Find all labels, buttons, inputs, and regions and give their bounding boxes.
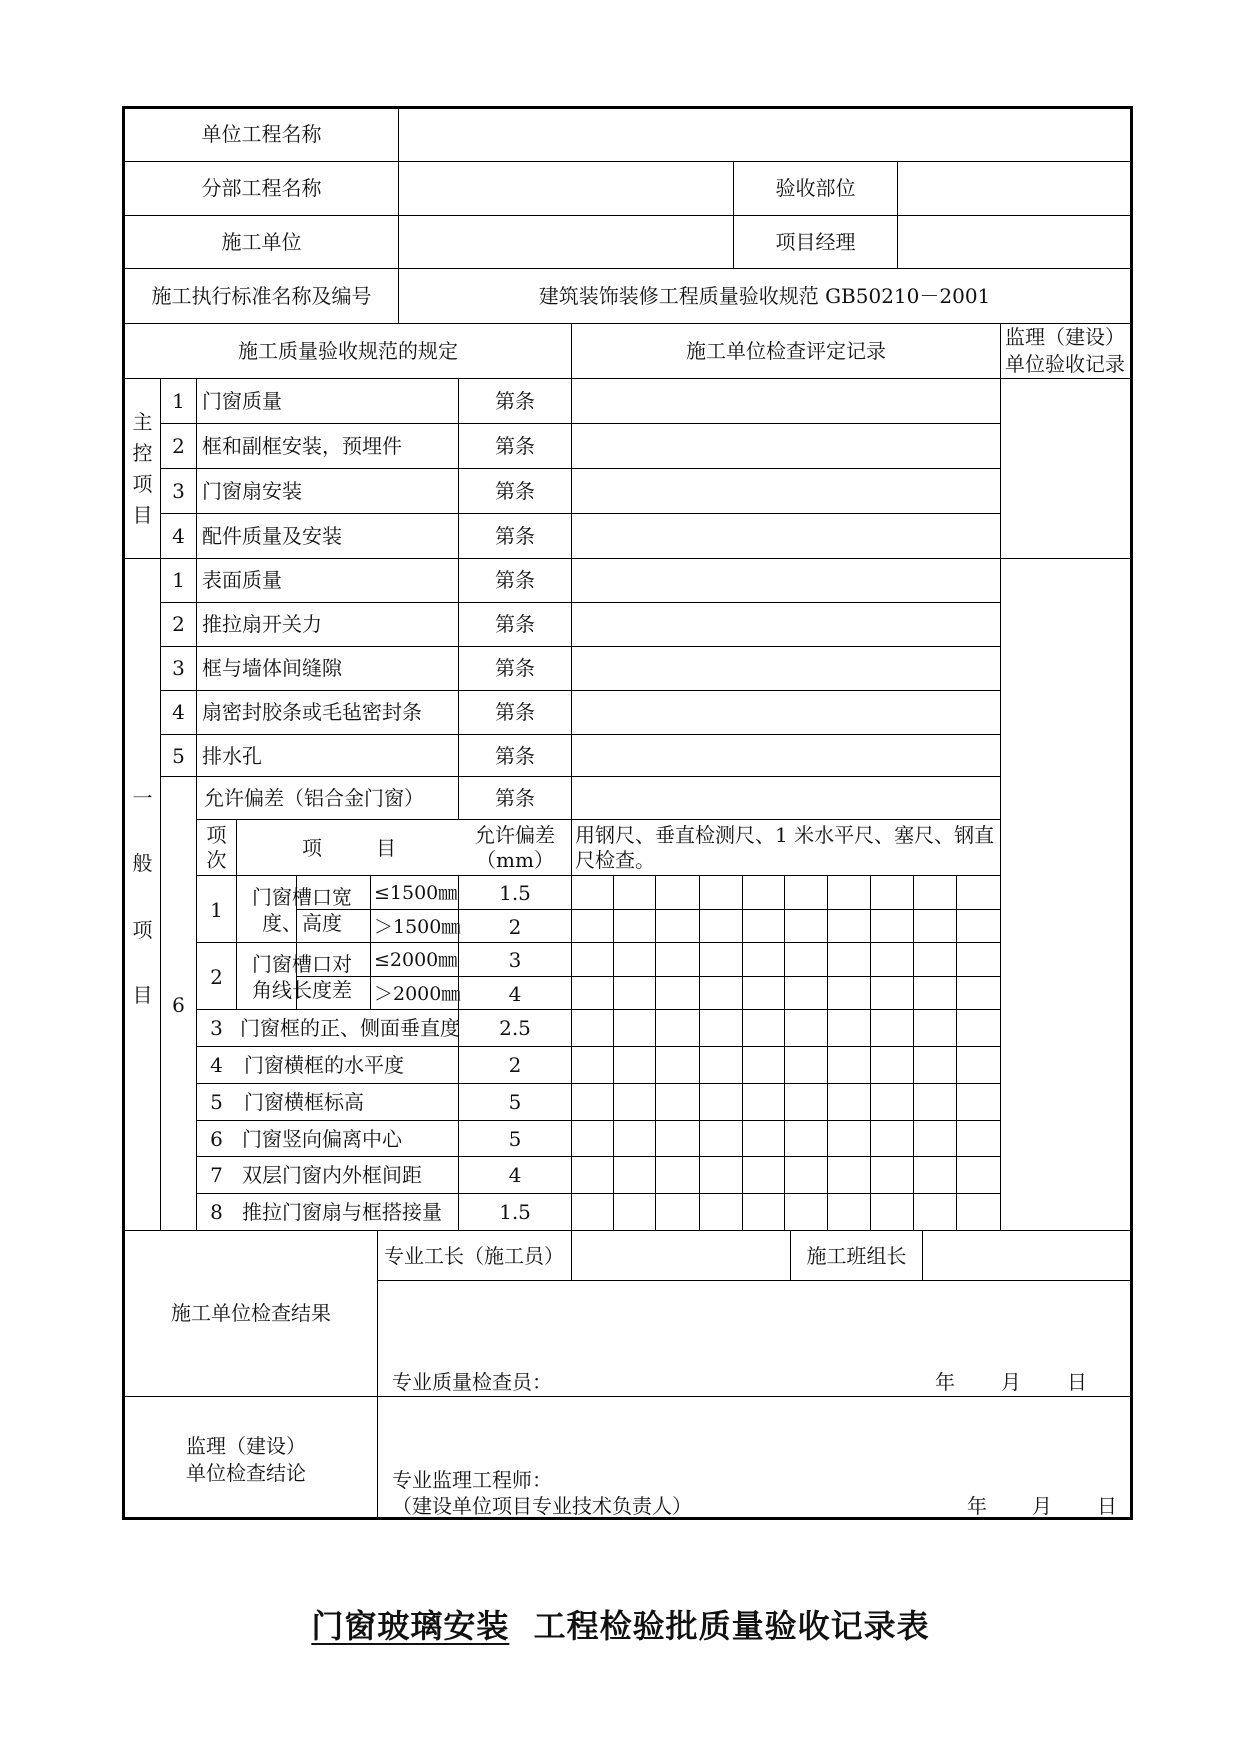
- form-title: [0, 1606, 1241, 1646]
- month-label: 月: [1032, 1494, 1052, 1518]
- item-no: 3: [172, 656, 185, 680]
- deviation-row-name-line1: 门窗槽口对: [252, 952, 352, 976]
- construction-unit-value[interactable]: [400, 217, 732, 267]
- item-name: 推拉扇开关力: [202, 612, 322, 636]
- item-no: 2: [172, 434, 185, 458]
- deviation-row-name-line2: 角线长度差: [252, 978, 352, 1002]
- col-seq-header-line2: 次: [206, 848, 227, 872]
- acceptance-part-label: 验收部位: [775, 176, 856, 200]
- acceptance-part-value[interactable]: [899, 163, 1129, 214]
- acceptance-record-form: 单位工程名称 分部工程名称 验收部位 施工单位 项目经理 施工执行标准名称及编号 建筑装饰装修工程质量验收规范 GB50210－2001 施工质量验收规范的规定 施工单位检查评定记录 监理（建设） 单位验收记录 主 控 项 目 1 门窗质量 第条 2 框和副框安装，预埋件 第条 3 门窗扇安装 第条 4 配件质量及安装 第条 一 般 项 目 1 表面质量 第条 2 推拉扇开关力 第条 3 框与墙体间缝隙 第条 4 扇密封胶条或毛毡密封条 第条 5 排水孔 第条 6 允许偏差（铝合金门窗） 第条 项 次 项 目 允许偏差 （mm） 用钢尺、垂直检测尺、1 米水平尺、塞尺、钢直 尺检查。 1 门窗槽口宽 度、高度 ≤1500㎜ 1.5 ＞1500㎜ 2 2 门窗槽口对 角线长度差 ≤2000㎜ 3 ＞2000㎜ 4 3 门窗框的正、侧面垂直度 2.5 4 门窗横框的水平度 2 5 门窗横框标高 5 6 门窗竖向偏离中心 5 7 双层门窗内外框间距 4 8 推拉门窗扇与框搭接量 1.5 施工单位检查结果 专业工长（施工员） 施工班组长 专业质量检查员： 年 月 日 监理（建设） 单位检查结论 专业监理工程师： （建设单位项目专业技术负责人） 年 月 日 门窗玻璃安装 工程检验批质量验收记录表: [0, 0, 1241, 1754]
- year-label: 年: [967, 1494, 987, 1518]
- col-item-header-b: 目: [376, 836, 396, 860]
- item-clause: 第条: [495, 656, 535, 680]
- construction-unit-label: 施工单位: [221, 230, 302, 254]
- item-no: 4: [172, 524, 185, 548]
- item-name: 排水孔: [202, 744, 262, 768]
- item-clause: 第条: [495, 568, 535, 592]
- item-no: 3: [172, 479, 185, 503]
- item-no: 4: [172, 700, 185, 724]
- item-name: 门窗质量: [202, 389, 282, 413]
- item-name: 配件质量及安装: [202, 524, 342, 548]
- size-condition: ＞2000㎜: [374, 983, 461, 1005]
- tolerance-value: 1.5: [499, 881, 531, 905]
- check-result-label: 施工单位检查结果: [171, 1301, 331, 1325]
- deviation-row-no: 2: [210, 965, 223, 989]
- foreman-value[interactable]: [573, 1232, 789, 1279]
- supervision-label-line1: 监理（建设）: [186, 1434, 306, 1458]
- item-clause: 第条: [495, 612, 535, 636]
- team-leader-label: 施工班组长: [806, 1244, 907, 1268]
- item-clause: 第条: [495, 389, 535, 413]
- item-name: 门窗扇安装: [202, 479, 302, 503]
- team-leader-value[interactable]: [924, 1232, 1129, 1279]
- unit-check-record-header: 施工单位检查评定记录: [686, 339, 886, 363]
- supervision-label-line2: 单位检查结论: [186, 1461, 306, 1485]
- sub-project-label: 分部工程名称: [201, 176, 322, 200]
- item-clause: 第条: [495, 700, 535, 724]
- size-condition: ≤1500㎜: [374, 882, 458, 904]
- inspection-method-line1: 用钢尺、垂直检测尺、1 米水平尺、塞尺、钢直: [575, 823, 995, 847]
- tolerance-value: 3: [508, 948, 522, 972]
- project-manager-value[interactable]: [899, 217, 1129, 267]
- day-label: 日: [1067, 1370, 1087, 1394]
- supervision-record-header-line1: 监理（建设）: [1005, 325, 1125, 349]
- unit-project-value[interactable]: [400, 110, 1129, 160]
- tolerance-value: 2: [508, 915, 522, 939]
- item-name: 扇密封胶条或毛毡密封条: [202, 700, 422, 724]
- deviation-item-clause: 第条: [495, 786, 535, 810]
- spec-rules-header: 施工质量验收规范的规定: [238, 339, 458, 363]
- check-result-value[interactable]: [379, 1282, 1129, 1352]
- deviation-row-name-line1: 门窗槽口宽: [252, 885, 352, 909]
- deviation-item-name: 允许偏差（铝合金门窗）: [204, 786, 424, 810]
- month-label: 月: [1001, 1370, 1021, 1394]
- standard-value: 建筑装饰装修工程质量验收规范 GB50210－2001: [538, 284, 991, 308]
- unit-project-label: 单位工程名称: [201, 122, 322, 146]
- tolerance-value: 4: [508, 982, 522, 1006]
- col-item-header-a: 项: [302, 836, 322, 860]
- deviation-row-no: 1: [210, 898, 223, 922]
- deviation-item-no: 6: [172, 993, 185, 1017]
- item-no: 5: [172, 744, 185, 768]
- deviation-row-name-line2: 度、高度: [262, 911, 342, 935]
- quality-inspector-label: 专业质量检查员：: [392, 1370, 552, 1394]
- item-no: 2: [172, 612, 185, 636]
- col-seq-header-line1: 项: [206, 823, 227, 847]
- supervisor-label: 专业监理工程师：: [392, 1468, 552, 1492]
- form-title-rest: 工程检验批质量验收记录表: [533, 1607, 930, 1645]
- day-label: 日: [1097, 1494, 1117, 1518]
- inspection-method-line2: 尺检查。: [575, 848, 655, 872]
- supervision-conclusion-value[interactable]: [379, 1398, 1129, 1458]
- item-name: 表面质量: [202, 568, 282, 592]
- col-tolerance-header-line2: （mm）: [476, 848, 554, 872]
- item-clause: 第条: [495, 434, 535, 458]
- item-clause: 第条: [495, 744, 535, 768]
- sub-project-value[interactable]: [400, 163, 732, 214]
- owner-rep-label: （建设单位项目专业技术负责人）: [392, 1494, 692, 1518]
- form-title-underlined: 门窗玻璃安装: [311, 1607, 510, 1645]
- year-label: 年: [935, 1370, 955, 1394]
- foreman-label: 专业工长（施工员）: [384, 1244, 564, 1268]
- item-clause: 第条: [495, 524, 535, 548]
- project-manager-label: 项目经理: [775, 230, 856, 254]
- item-name: 框与墙体间缝隙: [202, 656, 342, 680]
- item-no: 1: [172, 568, 185, 592]
- supervision-record-header-line2: 单位验收记录: [1005, 352, 1125, 376]
- item-name: 框和副框安装，预埋件: [202, 434, 402, 458]
- col-tolerance-header-line1: 允许偏差: [475, 823, 555, 847]
- item-no: 1: [172, 389, 185, 413]
- standard-label: 施工执行标准名称及编号: [151, 284, 372, 308]
- size-condition: ≤2000㎜: [374, 949, 458, 971]
- size-condition: ＞1500㎜: [374, 916, 461, 938]
- item-clause: 第条: [495, 479, 535, 503]
